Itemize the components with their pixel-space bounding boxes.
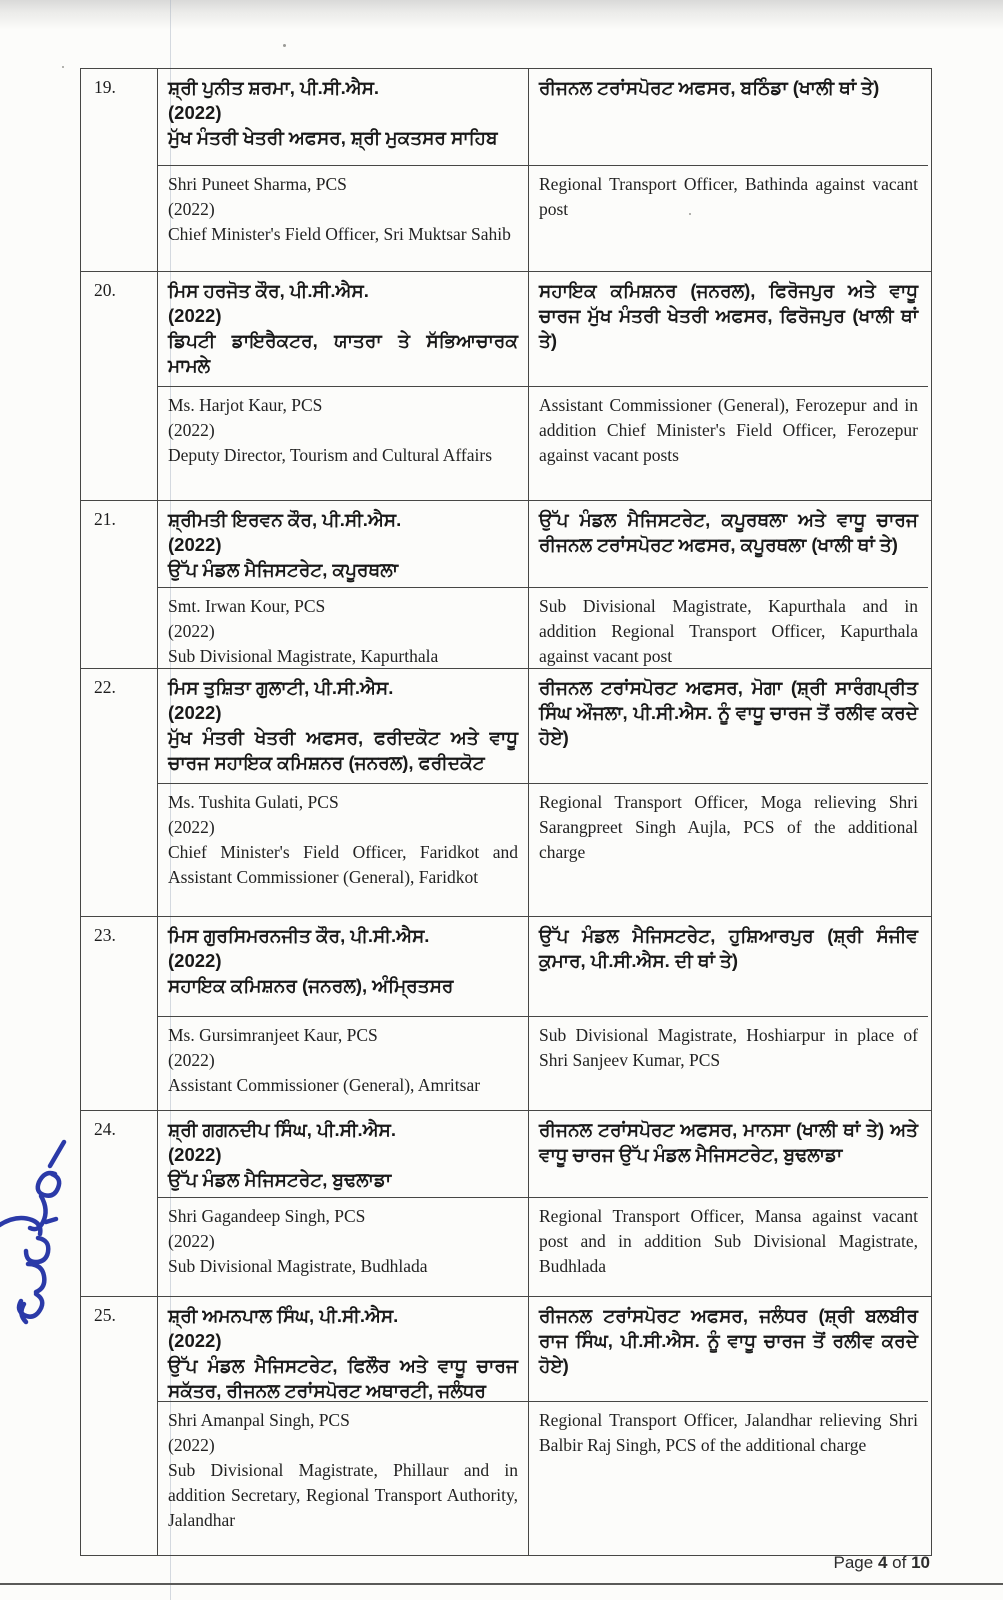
text-line: Regional Transport Officer, Moga relieving Shri Sarangpreet Singh Aujla, PCS of the additional charge — [539, 792, 918, 862]
scan-bottom-rule — [0, 1583, 1003, 1585]
text-line: Deputy Director, Tourism and Cultural Affairs — [168, 445, 493, 465]
footer-total-pages: 10 — [911, 1553, 930, 1572]
officer-cell-punjabi — [157, 1111, 528, 1198]
text-line: (2022) — [168, 199, 215, 219]
officer-cell-english — [157, 166, 528, 271]
text-line: (2022) — [168, 621, 215, 641]
serial-number-cell — [81, 69, 157, 271]
text-line: (2022) — [168, 950, 222, 971]
text-line: (2022) — [168, 102, 222, 123]
text-line: ਸਹਾਇਕ ਕਮਿਸ਼ਨਰ (ਜਨਰਲ), ਅੰਮ੍ਰਿਤਸਰ — [168, 975, 454, 996]
text-line: ਉੱਪ ਮੰਡਲ ਮੈਜਿਸਟਰੇਟ, ਫਿਲੌਰ ਅਤੇ ਵਾਧੂ ਚਾਰਜ ਸਕੱਤਰ, ਰੀਜਨਲ ਟਰਾਂਸਪੋਰਟ ਅਥਾਰਟੀ, ਜਲੰਧਰ — [168, 1355, 518, 1401]
posting-cell-punjabi — [528, 272, 928, 387]
text-line: Ms. Gursimranjeet Kaur, PCS — [168, 1025, 378, 1045]
text-line: Assistant Commissioner (General), Ferozepur and in addition Chief Minister's Field Officer, Ferozepur against vacant posts — [539, 395, 918, 465]
text-line: ਸ਼੍ਰੀਮਤੀ ਇਰਵਨ ਕੌਰ, ਪੀ.ਸੀ.ਐਸ. — [168, 509, 402, 530]
text-line: Assistant Commissioner (General), Amritsar — [168, 1075, 481, 1095]
serial-number-cell — [81, 1297, 157, 1555]
text-line: 23. — [94, 925, 116, 945]
text-line: (2022) — [168, 817, 215, 837]
text-line: Regional Transport Officer, Mansa against vacant post and in addition Sub Divisional Magistrate, Budhlada — [539, 1206, 918, 1276]
footer-page-word: Page — [833, 1553, 874, 1572]
officer-row — [81, 1296, 931, 1555]
text-line: Chief Minister's Field Officer, Sri Muktsar Sahib — [168, 224, 511, 244]
text-line: ਰੀਜਨਲ ਟਰਾਂਸਪੋਰਟ ਅਫਸਰ, ਮਾਨਸਾ (ਖਾਲੀ ਥਾਂ ਤੇ) ਅਤੇ ਵਾਧੂ ਚਾਰਜ ਉੱਪ ਮੰਡਲ ਮੈਜਿਸਟਰੇਟ, ਬੁਢਲਾਡਾ — [539, 1119, 918, 1165]
text-line: ਮਿਸ ਹਰਜੋਤ ਕੌਰ, ਪੀ.ਸੀ.ਐਸ. — [168, 280, 369, 301]
text-line: 21. — [94, 509, 116, 529]
text-line: ਉੱਪ ਮੰਡਲ ਮੈਜਿਸਟਰੇਟ, ਕਪੂਰਥਲਾ ਅਤੇ ਵਾਧੂ ਚਾਰਜ ਰੀਜਨਲ ਟਰਾਂਸਪੋਰਟ ਅਫਸਰ, ਕਪੂਰਥਲਾ (ਖਾਲੀ ਥਾਂ ਤੇ) — [539, 509, 918, 555]
scan-speck — [283, 44, 286, 47]
posting-cell-english — [528, 1198, 928, 1296]
text-line: Sub Divisional Magistrate, Kapurthala and in addition Regional Transport Officer, Kapurthala against vacant post — [539, 596, 918, 666]
officer-row — [81, 69, 931, 271]
text-line: Ms. Tushita Gulati, PCS — [168, 792, 339, 812]
posting-cell-punjabi — [528, 1111, 928, 1198]
text-line: (2022) — [168, 702, 222, 723]
text-line: ਰੀਜਨਲ ਟਰਾਂਸਪੋਰਟ ਅਫਸਰ, ਬਠਿੰਡਾ (ਖਾਲੀ ਥਾਂ ਤੇ) — [539, 77, 880, 98]
posting-cell-english — [528, 166, 928, 271]
posting-cell-punjabi — [528, 501, 928, 588]
text-line: (2022) — [168, 420, 215, 440]
text-line: ਉੱਪ ਮੰਡਲ ਮੈਜਿਸਟਰੇਟ, ਹੁਸ਼ਿਆਰਪੁਰ (ਸ਼੍ਰੀ ਸੰਜੀਵ ਕੁਮਾਰ, ਪੀ.ਸੀ.ਐਸ. ਦੀ ਥਾਂ ਤੇ) — [539, 925, 918, 971]
text-line: ਰੀਜਨਲ ਟਰਾਂਸਪੋਰਟ ਅਫਸਰ, ਜਲੰਧਰ (ਸ਼੍ਰੀ ਬਲਬੀਰ ਰਾਜ ਸਿੰਘ, ਪੀ.ਸੀ.ਐਸ. ਨੂੰ ਵਾਧੂ ਚਾਰਜ ਤੋਂ ਰਲੀਵ ਕਰਦੇ ਹੋਏ) — [539, 1305, 918, 1376]
posting-cell-english — [528, 387, 928, 500]
text-line: ਉੱਪ ਮੰਡਲ ਮੈਜਿਸਟਰੇਟ, ਬੁਢਲਾਡਾ — [168, 1169, 392, 1190]
text-line: Sub Divisional Magistrate, Budhlada — [168, 1256, 428, 1276]
officer-row — [81, 668, 931, 916]
officer-cell-punjabi — [157, 501, 528, 588]
text-line: (2022) — [168, 1050, 215, 1070]
text-line: Regional Transport Officer, Jalandhar relieving Shri Balbir Raj Singh, PCS of the additional charge — [539, 1410, 918, 1455]
officer-cell-punjabi — [157, 69, 528, 166]
posting-cell-punjabi — [528, 1297, 928, 1402]
text-line: ਰੀਜਨਲ ਟਰਾਂਸਪੋਰਟ ਅਫਸਰ, ਮੋਗਾ (ਸ਼੍ਰੀ ਸਾਰੰਗਪ੍ਰੀਤ ਸਿੰਘ ਔਜਲਾ, ਪੀ.ਸੀ.ਐਸ. ਨੂੰ ਵਾਧੂ ਚਾਰਜ ਤੋਂ ਰਲੀਵ ਕਰਦੇ ਹੋਏ) — [539, 677, 918, 748]
footer-of-word: of — [892, 1553, 907, 1572]
text-line: Shri Puneet Sharma, PCS — [168, 174, 347, 194]
posting-cell-punjabi — [528, 917, 928, 1017]
text-line: 20. — [94, 280, 116, 300]
officers-transfer-table — [80, 68, 932, 1556]
officer-row — [81, 1110, 931, 1296]
text-line: (2022) — [168, 1330, 222, 1351]
posting-cell-punjabi — [528, 69, 928, 166]
text-line: ਡਿਪਟੀ ਡਾਇਰੈਕਟਰ, ਯਾਤਰਾ ਤੇ ਸੱਭਿਆਚਾਰਕ ਮਾਮਲੇ — [168, 330, 518, 376]
scan-top-shadow — [0, 0, 1003, 30]
posting-cell-english — [528, 588, 928, 668]
text-line: ਮਿਸ ਤੁਸ਼ਿਤਾ ਗੁਲਾਟੀ, ਪੀ.ਸੀ.ਐਸ. — [168, 677, 394, 698]
posting-cell-english — [528, 1402, 928, 1555]
serial-number-cell — [81, 669, 157, 916]
officer-cell-punjabi — [157, 272, 528, 387]
text-line: (2022) — [168, 534, 222, 555]
officer-row — [81, 271, 931, 500]
text-line: Smt. Irwan Kour, PCS — [168, 596, 326, 616]
text-line: ਸ਼੍ਰੀ ਪੁਨੀਤ ਸ਼ਰਮਾ, ਪੀ.ਸੀ.ਐਸ. — [168, 77, 380, 98]
text-line: Shri Amanpal Singh, PCS — [168, 1410, 350, 1430]
officer-cell-punjabi — [157, 1297, 528, 1402]
text-line: 22. — [94, 677, 116, 697]
text-line: ਸ਼੍ਰੀ ਅਮਨਪਾਲ ਸਿੰਘ, ਪੀ.ਸੀ.ਐਸ. — [168, 1305, 399, 1326]
officer-cell-english — [157, 784, 528, 916]
text-line: Shri Gagandeep Singh, PCS — [168, 1206, 366, 1226]
text-line: ਮਿਸ ਗੁਰਸਿਮਰਨਜੀਤ ਕੌਰ, ਪੀ.ਸੀ.ਐਸ. — [168, 925, 430, 946]
footer-page-number: 4 — [877, 1553, 888, 1572]
text-line: ਮੁੱਖ ਮੰਤਰੀ ਖੇਤਰੀ ਅਫਸਰ, ਫਰੀਦਕੋਟ ਅਤੇ ਵਾਧੂ ਚਾਰਜ ਸਹਾਇਕ ਕਮਿਸ਼ਨਰ (ਜਨਰਲ), ਫਰੀਦਕੋਟ — [168, 727, 518, 773]
text-line: ਸਹਾਇਕ ਕਮਿਸ਼ਨਰ (ਜਨਰਲ), ਫਿਰੋਜਪੁਰ ਅਤੇ ਵਾਧੂ ਚਾਰਜ ਮੁੱਖ ਮੰਤਰੀ ਖੇਤਰੀ ਅਫਸਰ, ਫਿਰੋਜਪੁਰ (ਖਾਲੀ ਥਾਂ ਤੇ) — [539, 280, 918, 351]
text-line: Regional Transport Officer, Bathinda against vacant post — [539, 174, 918, 219]
officer-row — [81, 916, 931, 1110]
text-line: Chief Minister's Field Officer, Faridkot and Assistant Commissioner (General), Faridkot — [168, 842, 518, 887]
text-line: 25. — [94, 1305, 116, 1325]
officer-cell-english — [157, 588, 528, 668]
text-line: (2022) — [168, 1435, 215, 1455]
text-line: 24. — [94, 1119, 116, 1139]
text-line: Sub Divisional Magistrate, Hoshiarpur in place of Shri Sanjeev Kumar, PCS — [539, 1025, 918, 1070]
text-line: Sub Divisional Magistrate, Phillaur and in addition Secretary, Regional Transport Authority, Jalandhar — [168, 1460, 518, 1530]
text-line: ਉੱਪ ਮੰਡਲ ਮੈਜਿਸਟਰੇਟ, ਕਪੂਰਥਲਾ — [168, 559, 399, 580]
posting-cell-english — [528, 784, 928, 916]
text-line: (2022) — [168, 1231, 215, 1251]
serial-number-cell — [81, 501, 157, 668]
officer-cell-english — [157, 387, 528, 500]
text-line: ਸ਼੍ਰੀ ਗਗਨਦੀਪ ਸਿੰਘ, ਪੀ.ਸੀ.ਐਸ. — [168, 1119, 397, 1140]
handwritten-margin-note — [0, 1104, 94, 1334]
officer-cell-english — [157, 1402, 528, 1555]
scan-speck — [62, 66, 64, 68]
officer-cell-punjabi — [157, 669, 528, 784]
text-line: 19. — [94, 77, 116, 97]
officer-cell-english — [157, 1198, 528, 1296]
serial-number-cell — [81, 272, 157, 500]
officer-row — [81, 500, 931, 668]
officer-cell-punjabi — [157, 917, 528, 1017]
officer-cell-english — [157, 1017, 528, 1110]
text-line: (2022) — [168, 305, 222, 326]
posting-cell-english — [528, 1017, 928, 1110]
text-line: (2022) — [168, 1144, 222, 1165]
text-line: ਮੁੱਖ ਮੰਤਰੀ ਖੇਤਰੀ ਅਫਸਰ, ਸ਼੍ਰੀ ਮੁਕਤਸਰ ਸਾਹਿਬ — [168, 127, 498, 148]
page-footer — [0, 1553, 930, 1573]
text-line: Sub Divisional Magistrate, Kapurthala — [168, 646, 439, 666]
posting-cell-punjabi — [528, 669, 928, 784]
text-line: Ms. Harjot Kaur, PCS — [168, 395, 323, 415]
serial-number-cell — [81, 917, 157, 1110]
